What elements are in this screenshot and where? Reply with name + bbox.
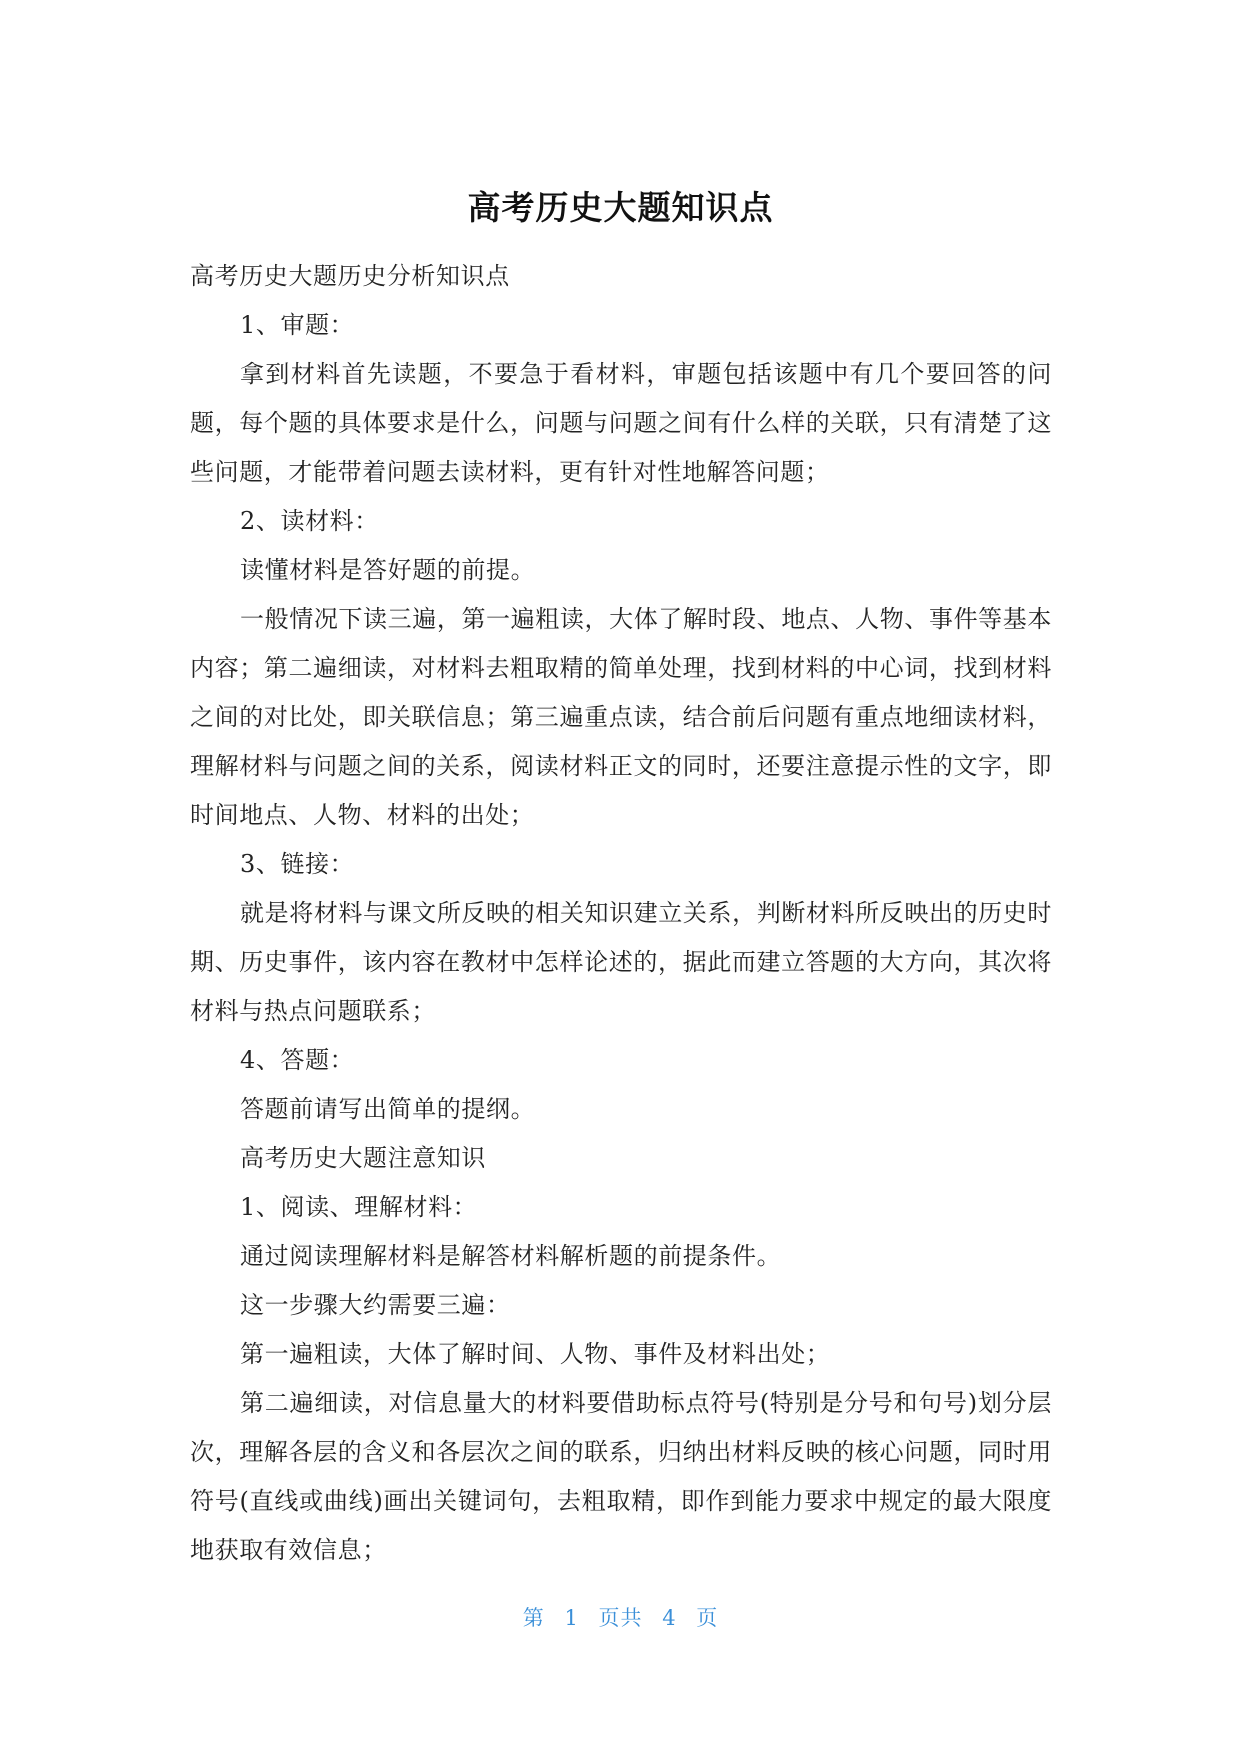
footer-prefix: 第 [522,1606,545,1630]
page-footer [0,1604,1241,1632]
document-body [190,252,1052,1575]
paragraph-13: 这一步骤大约需要三遍： [240,1291,511,1319]
footer-total-pages: 4 [662,1606,677,1630]
paragraph-10: 高考历史大题注意知识 [240,1144,486,1172]
document-title: 高考历史大题知识点 [467,188,774,227]
paragraph-7: 就是将材料与课文所反映的相关知识建立关系，判断材料所反映出的历史时期、历史事件，该内容在教材中怎样论述的，据此而建立答题的大方向，其次将材料与热点问题联系； [190,899,1052,1025]
paragraph-9: 答题前请写出简单的提纲。 [240,1095,536,1123]
paragraph-8: 4、答题： [240,1046,355,1074]
paragraph-6: 3、链接： [240,850,355,878]
paragraph-2: 拿到材料首先读题，不要急于看材料，审题包括该题中有几个要回答的问题，每个题的具体要求是什么，问题与问题之间有什么样的关联，只有清楚了这些问题，才能带着问题去读材料，更有针对性地解答问题； [190,360,1052,486]
paragraph-14: 第一遍粗读，大体了解时间、人物、事件及材料出处； [240,1340,831,1368]
paragraph-12: 通过阅读理解材料是解答材料解析题的前提条件。 [240,1242,782,1270]
paragraph-5: 一般情况下读三遍，第一遍粗读，大体了解时段、地点、人物、事件等基本内容；第二遍细读，对材料去粗取精的简单处理，找到材料的中心词，找到材料之间的对比处，即关联信息；第三遍重点读，结合前后问题有重点地细读材料，理解材料与问题之间的关系，阅读材料正文的同时，还要注意提示性的文字，即时间地点、人物、材料的出处； [190,605,1052,829]
paragraph-11: 1、阅读、理解材料： [240,1193,478,1221]
footer-suffix: 页 [696,1606,719,1630]
paragraph-0: 高考历史大题历史分析知识点 [190,262,510,290]
footer-middle: 页共 [598,1606,643,1630]
paragraph-3: 2、读材料： [240,507,379,535]
paragraph-4: 读懂材料是答好题的前提。 [240,556,536,584]
footer-page-number: 1 [564,1606,579,1630]
paragraph-1: 1、审题： [240,311,355,339]
paragraph-15: 第二遍细读，对信息量大的材料要借助标点符号(特别是分号和句号)划分层次，理解各层的含义和各层次之间的联系，归纳出材料反映的核心问题，同时用符号(直线或曲线)画出关键词句，去粗取精，即作到能力要求中规定的最大限度地获取有效信息； [190,1389,1052,1564]
